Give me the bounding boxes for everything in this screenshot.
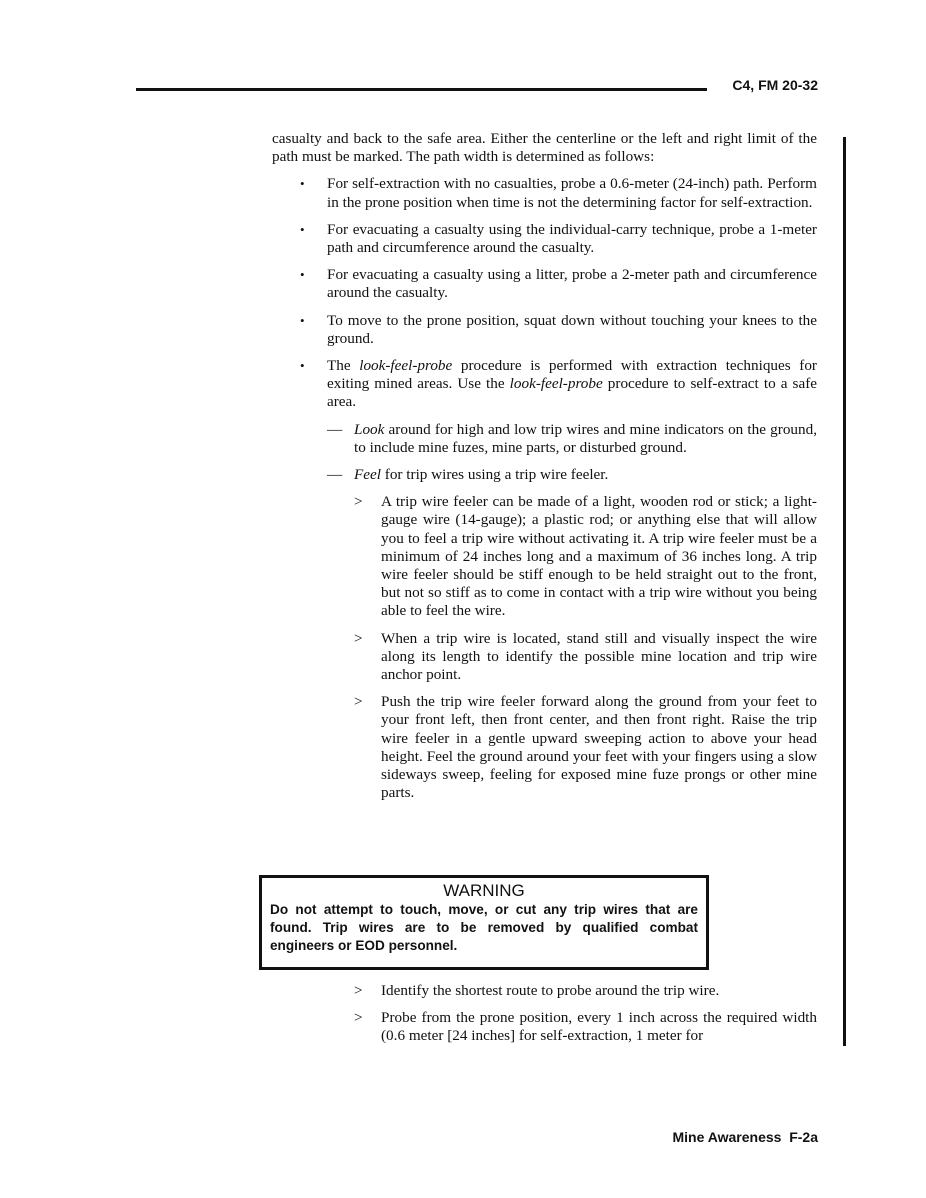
sub-sub-list-item-text: Identify the shortest route to probe around the trip wire. bbox=[381, 982, 720, 999]
sub-list-item bbox=[272, 466, 817, 484]
warning-text: Do not attempt to touch, move, or cut any trip wires that are found. Trip wires are to be removed by qualified combat engineers or EOD personnel. bbox=[270, 902, 698, 953]
term-look-feel-probe: look-feel-probe bbox=[509, 375, 603, 393]
term-look: Look bbox=[354, 420, 385, 438]
sub-list-item bbox=[272, 421, 817, 457]
gt-marker: > bbox=[354, 693, 363, 711]
gt-marker: > bbox=[354, 982, 363, 999]
list-item bbox=[272, 266, 817, 302]
sub-list-item-text bbox=[354, 421, 817, 456]
sub-list-item-text bbox=[354, 466, 608, 483]
gt-marker: > bbox=[354, 493, 363, 511]
sub-sub-list-item-text: Probe from the prone position, every 1 inch across the required width (0.6 meter [24 inches] for self-extraction, 1 meter for bbox=[381, 1009, 817, 1045]
body-text bbox=[272, 130, 817, 803]
text-run: for trip wires using a trip wire feeler. bbox=[380, 466, 609, 484]
bullet-marker: • bbox=[300, 176, 305, 192]
list-item bbox=[272, 312, 817, 348]
text-run: procedure to self-extract to a safe area. bbox=[327, 375, 817, 411]
list-item-text: For evacuating a casualty using the individual-carry technique, probe a 1-meter path and circumference around the casualty. bbox=[327, 220, 817, 257]
list-item-text bbox=[327, 357, 817, 410]
sub-sub-list-item-text: Push the trip wire feeler forward along the ground from your feet to your front left, then front center, and then front right. Raise the trip wire feeler in a gentle upward sweeping action to above your head height. Feel the ground around your feet with your fingers using a slow sideways sweep, feeling for exposed mine fuze prongs or other mine parts. bbox=[381, 693, 817, 802]
header-rule bbox=[136, 88, 707, 91]
list-item bbox=[272, 357, 817, 412]
bullet-marker: • bbox=[300, 312, 305, 328]
sub-sub-list-item-text: A trip wire feeler can be made of a light, wooden rod or stick; a light-gauge wire (14-gauge); a plastic rod; or anything else that will allow you to feel a trip wire without activating it. A trip wire feeler must be a minimum of 24 inches long and a maximum of 36 inches long. A trip wire feeler should be stiff enough to be held straight out to the front, but not so stiff as to come in contact with a trip wire without you being able to feel the wire. bbox=[381, 493, 817, 620]
gt-marker: > bbox=[354, 629, 363, 647]
list-item-text: For self-extraction with no casualties, probe a 0.6-meter (24-inch) path. Perform in the prone position when time is not the determining factor for self-extraction. bbox=[327, 175, 817, 211]
warning-box bbox=[259, 875, 709, 970]
text-run: procedure is performed with extraction techniques for exiting mined areas. Use the bbox=[327, 357, 817, 393]
dash-marker: — bbox=[327, 420, 343, 438]
page-footer: Mine Awareness F-2a bbox=[672, 1129, 818, 1145]
change-bar bbox=[843, 137, 846, 1046]
bullet-marker: • bbox=[300, 267, 305, 283]
gt-marker: > bbox=[354, 1009, 363, 1027]
term-feel: Feel bbox=[354, 466, 381, 484]
sub-sub-list-item-text: When a trip wire is located, stand still and visually inspect the wire along its length to identify the possible mine location and trip wire anchor point. bbox=[381, 629, 817, 684]
intro-paragraph: casualty and back to the safe area. Either the centerline or the left and right limit of the path must be marked. The path width is determined as follows: bbox=[272, 130, 817, 166]
list-item-text: To move to the prone position, squat down without touching your knees to the ground. bbox=[327, 311, 817, 347]
sub-sub-list-item bbox=[272, 693, 817, 802]
warning-title: WARNING bbox=[443, 881, 525, 900]
text-run: The bbox=[327, 357, 360, 375]
sub-sub-list-item bbox=[272, 1009, 817, 1045]
sub-sub-list-item bbox=[272, 982, 817, 1000]
list-item bbox=[272, 175, 817, 211]
post-warning-list bbox=[272, 982, 817, 1046]
text-run: around for high and low trip wires and mine indicators on the ground, to include mine fuzes, mine parts, or disturbed ground. bbox=[354, 420, 817, 456]
bullet-marker: • bbox=[300, 221, 305, 237]
list-item-text: For evacuating a casualty using a litter, probe a 2-meter path and circumference around the casualty. bbox=[327, 266, 817, 302]
term-look-feel-probe: look-feel-probe bbox=[359, 357, 453, 375]
sub-sub-list-item bbox=[272, 630, 817, 685]
dash-marker: — bbox=[327, 466, 343, 484]
list-item bbox=[272, 221, 817, 257]
sub-sub-list-item bbox=[272, 493, 817, 620]
bullet-marker: • bbox=[300, 358, 305, 374]
page-header: C4, FM 20-32 bbox=[732, 77, 818, 93]
